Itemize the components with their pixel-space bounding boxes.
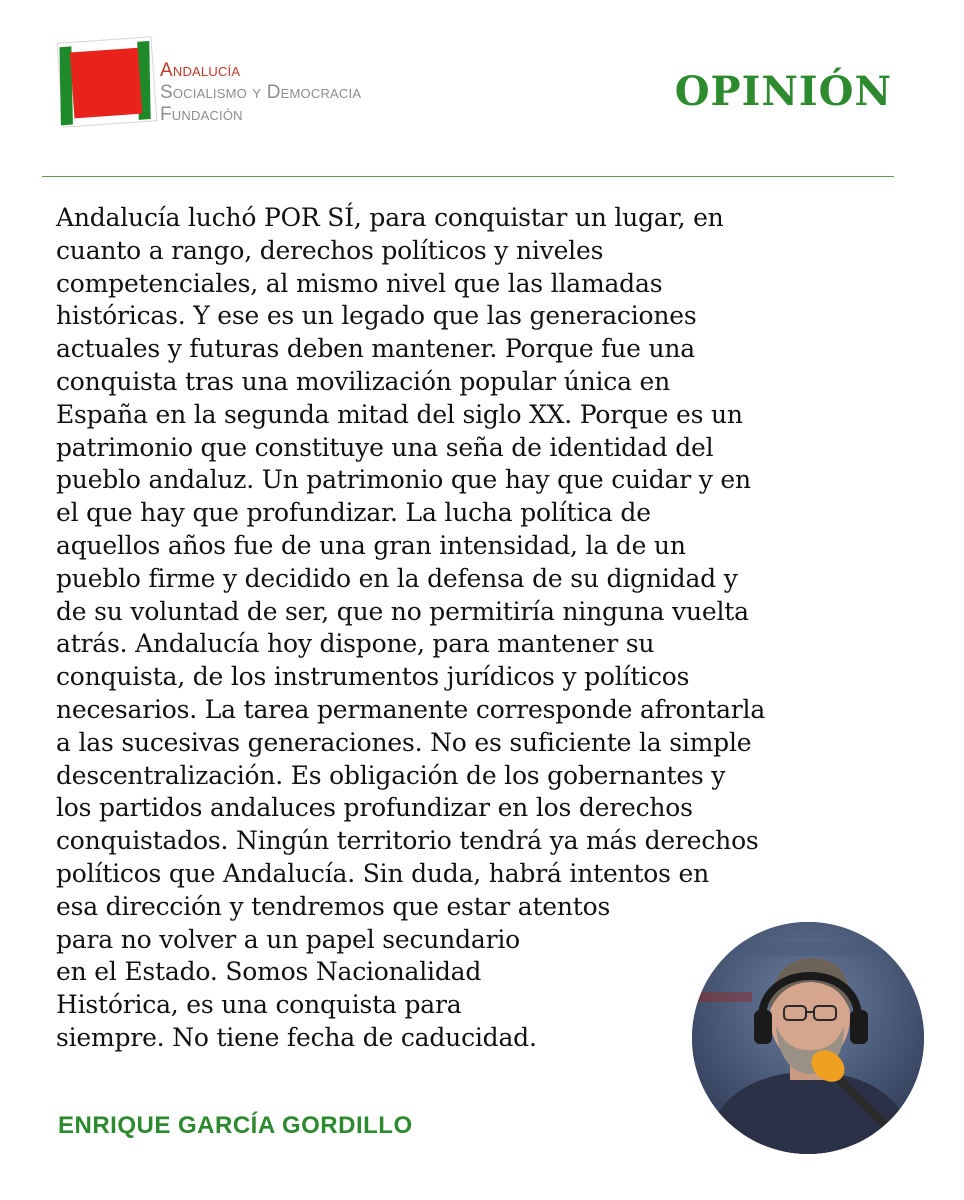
article-line: descentralización. Es obligación de los gobernantes y	[56, 760, 726, 790]
section-title: OPINIÓN	[674, 68, 892, 115]
article-line: pueblo andaluz. Un patrimonio que hay que cuidar y en	[56, 465, 751, 495]
article-line: pueblo firme y decidido en la defensa de su dignidad y	[56, 563, 738, 593]
article-line: los partidos andaluces profundizar en los derechos	[56, 793, 693, 823]
article-line: de su voluntad de ser, que no permitiría ninguna vuelta	[56, 596, 749, 626]
article-line: en el Estado. Somos Nacionalidad	[56, 957, 482, 987]
foundation-name-line-2: Socialismo y Democracia	[160, 82, 362, 103]
article-line: conquista tras una movilización popular única en	[56, 366, 671, 396]
article-line: Andalucía luchó POR SÍ, para conquistar un lugar, en	[56, 203, 724, 232]
foundation-name	[160, 60, 361, 126]
header-divider	[42, 176, 894, 177]
article-line: cuanto a rango, derechos políticos y niveles	[56, 235, 604, 265]
article-line: siempre. No tiene fecha de caducidad.	[56, 1022, 537, 1052]
article-line: competenciales, al mismo nivel que las llamadas	[56, 268, 663, 298]
article-line: esa dirección y tendremos que estar atentos	[56, 891, 611, 921]
article-line: aquellos años fue de una gran intensidad, la de un	[56, 530, 686, 560]
article-line: necesarios. La tarea permanente corresponde afrontarla	[56, 694, 766, 724]
article-line: España en la segunda mitad del siglo XX. Porque es un	[56, 399, 743, 429]
article-line: actuales y futuras deben mantener. Porque fue una	[56, 334, 695, 364]
article-line: el que hay que profundizar. La lucha política de	[56, 498, 651, 528]
author-portrait	[692, 922, 924, 1154]
article-line: históricas. Y ese es un legado que las generaciones	[56, 301, 697, 331]
article-line: atrás. Andalucía hoy dispone, para mantener su	[56, 629, 655, 659]
article-line: conquista, de los instrumentos jurídicos y políticos	[56, 662, 690, 692]
article-line: políticos que Andalucía. Sin duda, habrá intentos en	[56, 858, 710, 888]
foundation-name-line-3: Fundación	[160, 104, 243, 125]
article-line: Histórica, es una conquista para	[56, 990, 462, 1020]
article-line: patrimonio que constituye una seña de identidad del	[56, 432, 714, 462]
article-line: conquistados. Ningún territorio tendrá ya más derechos	[56, 826, 759, 856]
foundation-name-line-1: Andalucía	[160, 60, 241, 81]
article-line: a las sucesivas generaciones. No es suficiente la simple	[56, 727, 752, 757]
article-line: para no volver a un papel secundario	[56, 924, 520, 954]
foundation-logo-icon	[52, 32, 162, 132]
author-name: ENRIQUE GARCÍA GORDILLO	[58, 1112, 413, 1139]
